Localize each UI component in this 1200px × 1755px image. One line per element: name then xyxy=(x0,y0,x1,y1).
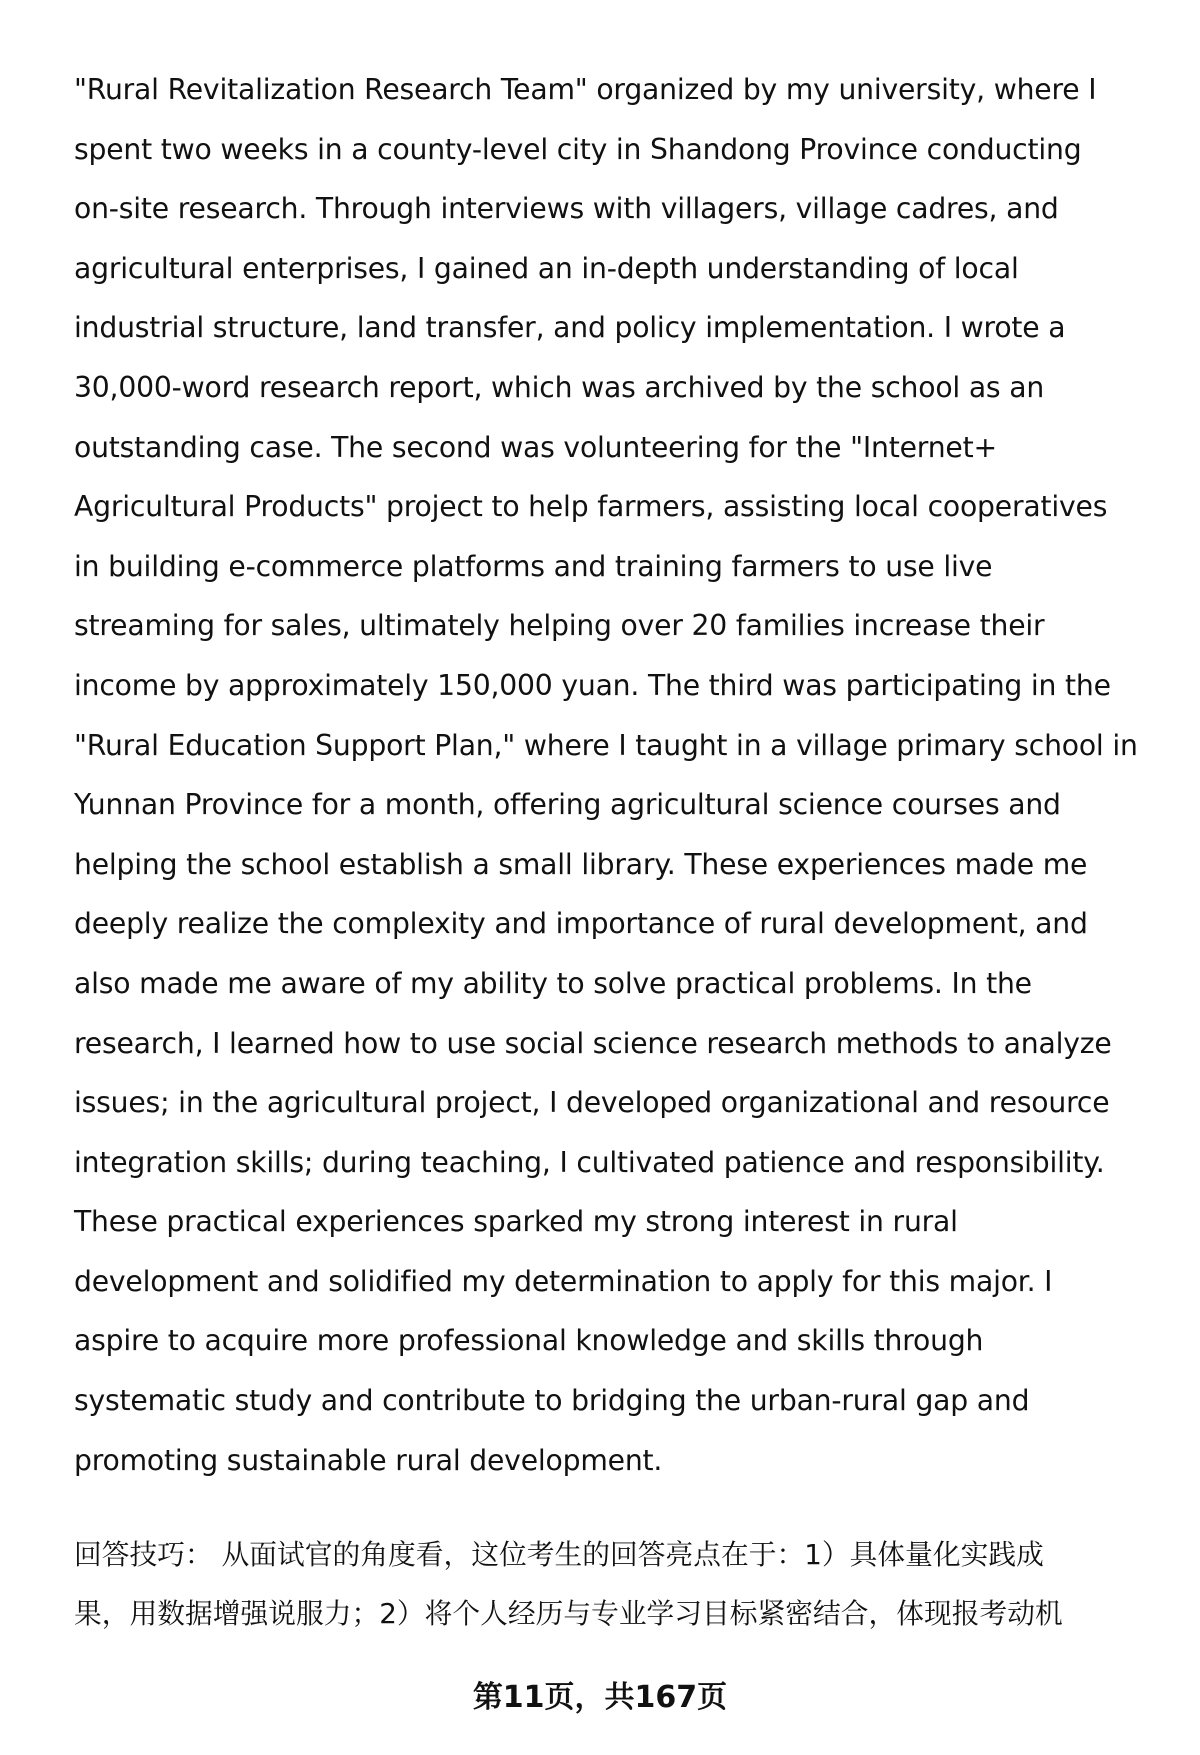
body-line: Agricultural Products" project to help farmers, assisting local cooperatives xyxy=(74,490,1108,524)
body-line: deeply realize the complexity and importance of rural development, and xyxy=(74,907,1088,941)
body-line: research, I learned how to use social science research methods to analyze xyxy=(74,1026,1112,1060)
body-line: streaming for sales, ultimately helping over 20 families increase their xyxy=(74,609,1045,643)
body-line: "Rural Revitalization Research Team" organized by my university, where I xyxy=(74,73,1097,106)
body-line: spent two weeks in a county-level city in Shandong Province conducting xyxy=(74,132,1082,166)
body-line: helping the school establish a small library. These experiences made me xyxy=(74,847,1088,881)
body-line: development and solidified my determination to apply for this major. I xyxy=(74,1264,1053,1298)
body-line: issues; in the agricultural project, I developed organizational and resource xyxy=(74,1086,1110,1120)
body-line: promoting sustainable rural development. xyxy=(74,1443,663,1477)
body-line: Yunnan Province for a month, offering agricultural science courses and xyxy=(74,788,1061,822)
tips-line: 回答技巧： 从面试官的角度看，这位考生的回答亮点在于：1）具体量化实践成 xyxy=(74,1538,1044,1571)
answer-tips xyxy=(74,1525,1174,1643)
body-line: outstanding case. The second was volunteering for the "Internet+ xyxy=(74,430,997,464)
body-line: on-site research. Through interviews with villagers, village cadres, and xyxy=(74,192,1059,226)
body-line: These practical experiences sparked my strong interest in rural xyxy=(74,1205,958,1239)
body-line: also made me aware of my ability to solve practical problems. In the xyxy=(74,966,1032,1000)
answer-body-text xyxy=(74,60,1174,1490)
body-line: income by approximately 150,000 yuan. The third was participating in the xyxy=(74,668,1111,702)
tips-line: 果，用数据增强说服力；2）将个人经历与专业学习目标紧密结合，体现报考动机 xyxy=(74,1597,1063,1630)
body-line: "Rural Education Support Plan," where I taught in a village primary school in xyxy=(74,728,1138,762)
body-line: 30,000-word research report, which was archived by the school as an xyxy=(74,370,1045,404)
body-line: in building e-commerce platforms and training farmers to use live xyxy=(74,549,993,583)
page-number: 第11页，共167页 xyxy=(472,1680,728,1715)
body-line: integration skills; during teaching, I cultivated patience and responsibility. xyxy=(74,1145,1105,1179)
body-line: aspire to acquire more professional knowledge and skills through xyxy=(74,1324,984,1358)
body-line: industrial structure, land transfer, and policy implementation. I wrote a xyxy=(74,311,1066,345)
body-line: agricultural enterprises, I gained an in-depth understanding of local xyxy=(74,251,1019,285)
body-line: systematic study and contribute to bridging the urban-rural gap and xyxy=(74,1384,1030,1418)
